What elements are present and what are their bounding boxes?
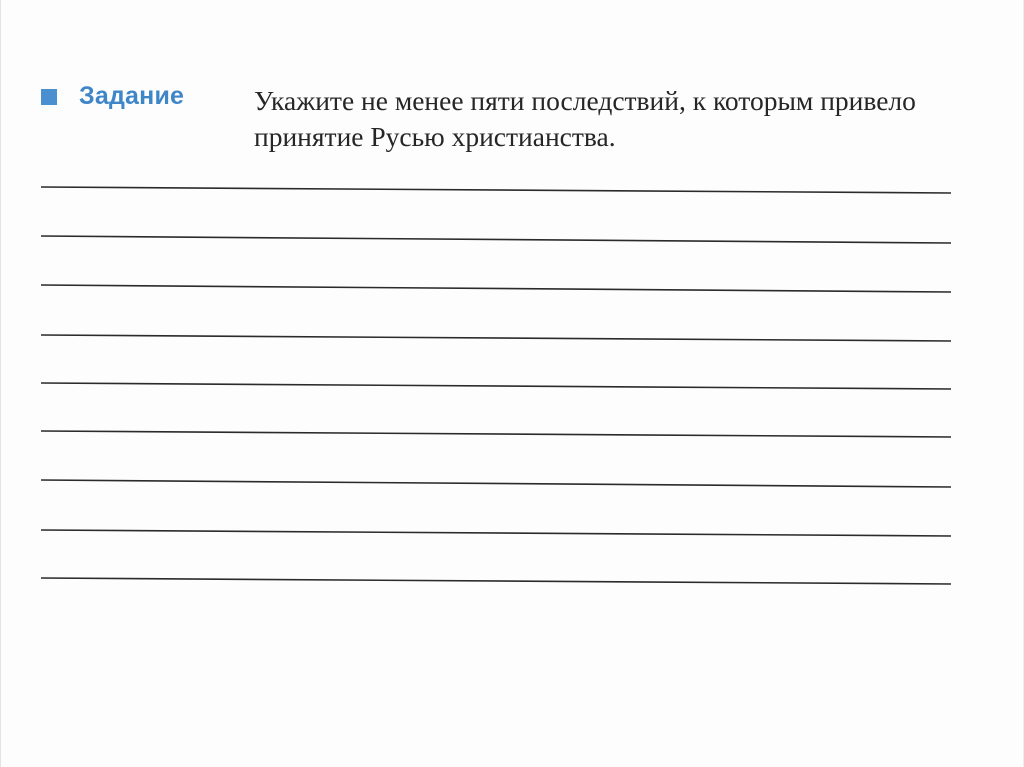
task-instruction bbox=[254, 83, 994, 155]
answer-line-5 bbox=[41, 383, 951, 389]
answer-line-3 bbox=[41, 285, 951, 292]
task-label: Задание bbox=[79, 82, 185, 110]
task-instruction-line-1: Укажите не менее пяти последствий, к которым привело bbox=[254, 85, 916, 116]
answer-line-9 bbox=[41, 578, 951, 584]
task-header bbox=[41, 82, 184, 111]
answer-line-4 bbox=[41, 335, 951, 341]
answer-line-8 bbox=[41, 530, 951, 536]
answer-line-1 bbox=[41, 187, 951, 193]
answer-line-6 bbox=[41, 431, 951, 437]
task-instruction-line-2: принятие Русью христианства. bbox=[254, 121, 616, 152]
answer-line-7 bbox=[41, 480, 951, 487]
square-bullet-icon bbox=[41, 89, 57, 105]
answer-line-2 bbox=[41, 236, 951, 243]
